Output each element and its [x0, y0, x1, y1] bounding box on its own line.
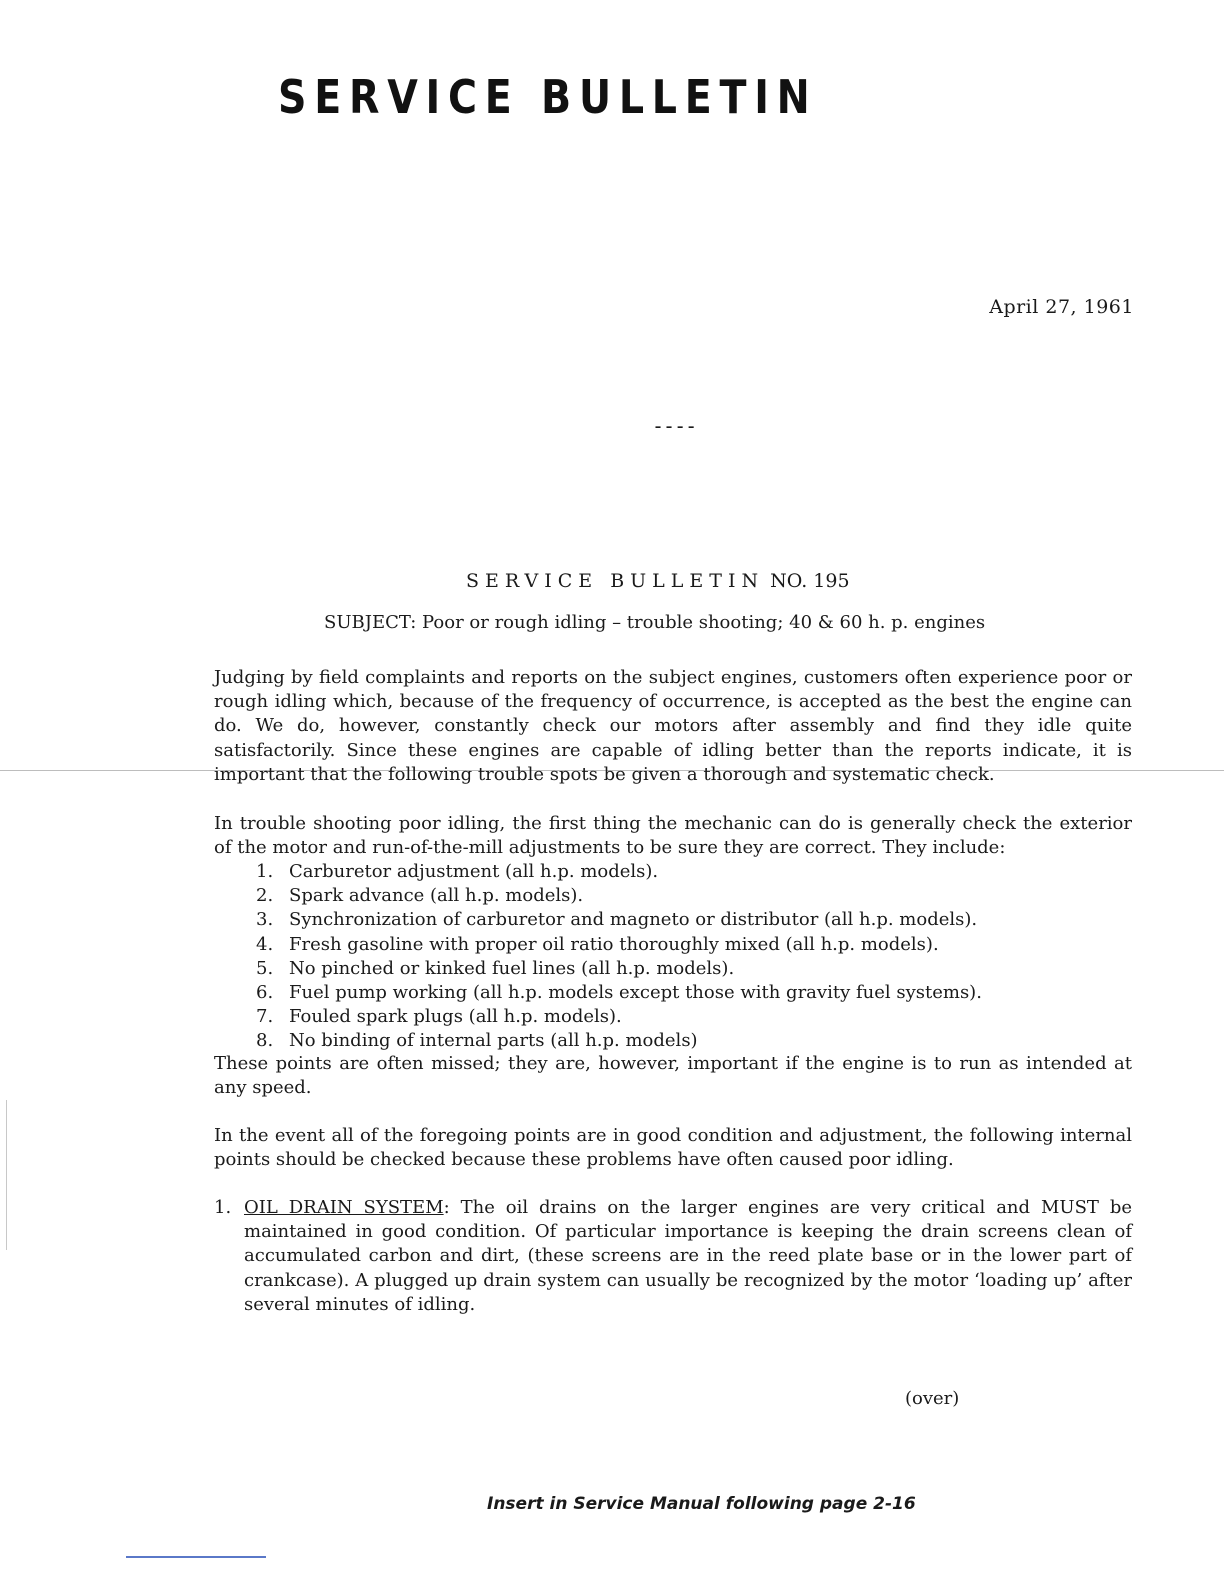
- list-item-text: Fouled spark plugs (all h.p. models).: [289, 1006, 622, 1028]
- list-item-number: 4.: [256, 933, 274, 955]
- list-item: [256, 1005, 982, 1029]
- list-item-number: 3.: [256, 909, 274, 931]
- list-item: [256, 860, 982, 884]
- list-item-number: 2.: [256, 885, 274, 907]
- item-heading: OIL DRAIN SYSTEM: [244, 1197, 444, 1218]
- scan-edge-mark: [6, 1100, 7, 1250]
- list-item-text: Fuel pump working (all h.p. models except those with gravity fuel systems).: [289, 982, 982, 1004]
- separator-dashes: ----: [652, 414, 697, 438]
- bulletin-number: NO. 195: [770, 570, 850, 592]
- list-item-number: 5.: [256, 957, 274, 979]
- list-item-text: Fresh gasoline with proper oil ratio thoroughly mixed (all h.p. models).: [289, 933, 939, 955]
- list-item-number: 7.: [256, 1006, 274, 1028]
- item-number: 1.: [214, 1197, 232, 1218]
- list-item-number: 8.: [256, 1030, 274, 1052]
- intro-paragraph: Judging by field complaints and reports on the subject engines, customers often experience poor or rough idling which, because of the frequency of occurrence, is accepted as the best the engine can do. We do, however, constantly check our motors after assembly and find they idle quite satisfactorily. Since these engines are capable of idling better than the reports indicate, it is important that the following trouble spots be given a thorough and systematic check.: [214, 667, 1132, 785]
- list-item-text: No binding of internal parts (all h.p. models): [289, 1030, 698, 1052]
- item-body: [244, 1196, 1132, 1317]
- subject-label: SUBJECT:: [324, 612, 417, 633]
- list-item-number: 6.: [256, 982, 274, 1004]
- margin-rule: [126, 1556, 266, 1558]
- oil-drain-item: [214, 1196, 1132, 1317]
- continued-note: (over): [905, 1388, 960, 1409]
- list-item: [256, 981, 982, 1005]
- list-item-number: 1.: [256, 861, 274, 882]
- list-item-text: Carburetor adjustment (all h.p. models).: [289, 861, 659, 882]
- exterior-checklist: [256, 860, 982, 1054]
- bulletin-number-line: [466, 570, 850, 592]
- subject-line: [324, 612, 985, 633]
- list-item: [256, 957, 982, 981]
- list-item: [256, 933, 982, 957]
- item-text: : The oil drains on the larger engines are very critical and MUST be maintained in good condition. Of particular importance is keeping the drain screens clean of accumulated carbon and dirt, (these screens are in the reed plate base or in the lower part of crankcase). A plugged up drain system can usually be recognized by the motor ‘loading up’ after several minutes of idling.: [244, 1197, 1132, 1315]
- list-item-text: Spark advance (all h.p. models).: [289, 885, 584, 907]
- list-item: [256, 908, 982, 932]
- subject-text: Poor or rough idling – trouble shooting; 40 & 60 h. p. engines: [422, 612, 986, 633]
- list-item-text: No pinched or kinked fuel lines (all h.p. models).: [289, 957, 735, 979]
- masthead-title: SERVICE BULLETIN: [278, 70, 818, 124]
- list-item-text: Synchronization of carburetor and magneto or distributor (all h.p. models).: [289, 909, 978, 931]
- troubleshooting-paragraph: In trouble shooting poor idling, the first thing the mechanic can do is generally check the exterior of the motor and run-of-the-mill adjustments to be sure they are correct. They include:: [214, 813, 1132, 859]
- internal-points-paragraph: In the event all of the foregoing points are in good condition and adjustment, the following internal points should be checked because these problems have often caused poor idling.: [214, 1125, 1132, 1171]
- bulletin-date: April 27, 1961: [989, 296, 1134, 318]
- bulletin-label: SERVICE BULLETIN: [466, 570, 765, 592]
- list-item: [256, 1029, 982, 1053]
- list-item: [256, 884, 982, 908]
- missed-points-paragraph: These points are often missed; they are, however, important if the engine is to run as intended at any speed.: [214, 1053, 1132, 1099]
- insert-instruction: Insert in Service Manual following page 2-16: [487, 1494, 916, 1514]
